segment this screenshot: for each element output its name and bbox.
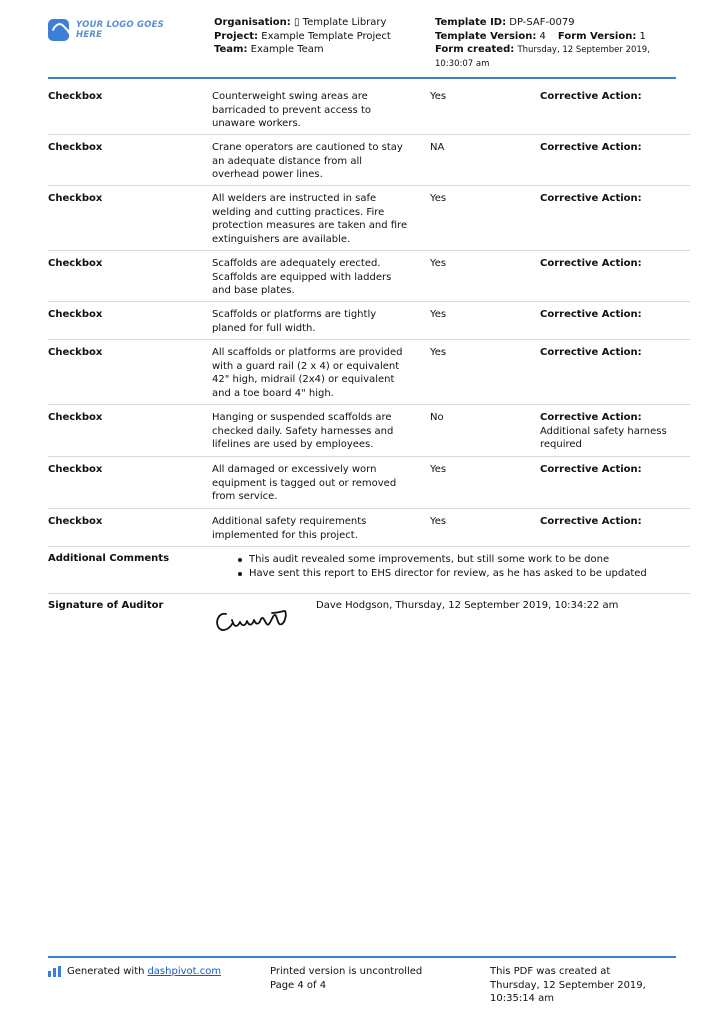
row-action-label: Corrective Action: bbox=[540, 91, 642, 102]
auditor-signature bbox=[48, 594, 690, 644]
logo-icon bbox=[48, 19, 69, 41]
organisation-value: ▯ Template Library bbox=[293, 17, 387, 28]
row-answer: No bbox=[430, 412, 444, 423]
header-project-info bbox=[214, 16, 424, 57]
row-answer: Yes bbox=[430, 347, 447, 358]
chart-bars-icon bbox=[48, 966, 61, 977]
table-row bbox=[48, 135, 690, 186]
row-label: Checkbox bbox=[48, 309, 103, 320]
row-label: Checkbox bbox=[48, 464, 103, 475]
table-row bbox=[48, 251, 690, 302]
signature-label: Signature of Auditor bbox=[48, 600, 164, 611]
template-id-value: DP-SAF-0079 bbox=[509, 17, 575, 28]
template-version-value: 4 bbox=[539, 30, 546, 42]
row-label: Checkbox bbox=[48, 347, 103, 358]
team-label: Team: bbox=[214, 44, 248, 55]
row-item: All scaffolds or platforms are provided with a guard rail (2 x 4) or equivalent 42" high, midrail (2x4) or equivalent and a toe board 4" high. bbox=[212, 347, 403, 400]
footer-generated-prefix: Generated with bbox=[67, 966, 145, 977]
row-label: Checkbox bbox=[48, 193, 103, 204]
row-answer: Yes bbox=[430, 258, 447, 269]
row-answer: Yes bbox=[430, 516, 447, 527]
table-row bbox=[48, 302, 690, 340]
table-row bbox=[48, 340, 690, 405]
footer-pdf-line2: Thursday, 12 September 2019, bbox=[490, 979, 646, 991]
table-row bbox=[48, 186, 690, 251]
row-item: Crane operators are cautioned to stay an adequate distance from all overhead power lines. bbox=[212, 142, 403, 181]
footer-pdf-line3: 10:35:14 am bbox=[490, 993, 554, 1004]
form-created-value: Thursday, 12 September 2019, bbox=[517, 45, 650, 55]
row-action-label: Corrective Action: bbox=[540, 347, 642, 358]
project-label: Project: bbox=[214, 30, 259, 42]
form-version-label: Form Version: bbox=[557, 30, 637, 42]
row-action-label: Corrective Action: bbox=[540, 516, 642, 527]
checklist-table bbox=[48, 80, 690, 644]
row-label: Checkbox bbox=[48, 91, 103, 102]
row-action-label: Corrective Action: bbox=[540, 142, 642, 153]
footer-generated bbox=[48, 965, 221, 979]
row-label: Checkbox bbox=[48, 412, 103, 423]
footer-divider bbox=[48, 956, 676, 958]
footer-print-info bbox=[270, 965, 422, 992]
table-row bbox=[48, 405, 690, 457]
table-row bbox=[48, 80, 690, 135]
footer-page-number: Page 4 of 4 bbox=[270, 979, 327, 991]
row-item: All damaged or excessively worn equipment is tagged out or removed from service. bbox=[212, 464, 397, 503]
header-template-info bbox=[435, 16, 680, 71]
organisation-label: Organisation: bbox=[214, 17, 291, 28]
row-item: Counterweight swing areas are barricaded to prevent access to unaware workers. bbox=[212, 91, 371, 130]
row-item: Scaffolds or platforms are tightly planed for full width. bbox=[212, 309, 377, 334]
table-row bbox=[48, 509, 690, 547]
signature-text: Dave Hodgson, Thursday, 12 September 2019, 10:34:22 am bbox=[316, 600, 619, 611]
page-header bbox=[48, 16, 676, 76]
additional-comments bbox=[48, 547, 690, 594]
footer-pdf-line1: This PDF was created at bbox=[490, 966, 611, 977]
row-label: Checkbox bbox=[48, 142, 103, 153]
row-item: Hanging or suspended scaffolds are checked daily. Safety harnesses and lifelines are used by employees. bbox=[212, 412, 394, 451]
row-answer: Yes bbox=[430, 91, 447, 102]
template-id-label: Template ID: bbox=[435, 17, 507, 28]
list-item: This audit revealed some improvements, but still some work to be done bbox=[236, 553, 647, 567]
project-value: Example Template Project bbox=[261, 30, 391, 42]
table-row bbox=[48, 457, 690, 509]
row-answer: NA bbox=[430, 142, 445, 153]
dashpivot-link[interactable]: dashpivot.com bbox=[147, 966, 222, 977]
row-item: Additional safety requirements implemented for this project. bbox=[212, 516, 367, 541]
row-action-value: Additional safety harness required bbox=[540, 425, 667, 451]
signature-image bbox=[212, 602, 292, 636]
form-created-label: Form created: bbox=[435, 44, 515, 55]
form-version-value: 1 bbox=[639, 30, 646, 42]
team-value: Example Team bbox=[250, 44, 324, 55]
row-action-label: Corrective Action: bbox=[540, 464, 642, 475]
footer-printed-line: Printed version is uncontrolled bbox=[270, 966, 423, 977]
company-logo bbox=[48, 18, 188, 42]
row-item: All welders are instructed in safe welding and cutting practices. Fire protection measures are taken and fire extinguishers are available. bbox=[212, 193, 408, 246]
row-label: Checkbox bbox=[48, 258, 103, 269]
form-created-time: 10:30:07 am bbox=[435, 58, 490, 69]
row-action-label: Corrective Action: bbox=[540, 193, 642, 204]
row-action-label: Corrective Action: bbox=[540, 309, 642, 320]
list-item: Have sent this report to EHS director for review, as he has asked to be updated bbox=[236, 567, 647, 581]
row-label: Checkbox bbox=[48, 516, 103, 527]
template-version-label: Template Version: bbox=[435, 30, 537, 42]
logo-text: YOUR LOGO GOES HERE bbox=[76, 20, 164, 40]
row-action-label: Corrective Action: bbox=[540, 258, 642, 269]
row-answer: Yes bbox=[430, 309, 447, 320]
footer-pdf-info bbox=[490, 965, 680, 1006]
header-divider bbox=[48, 77, 676, 79]
row-item: Scaffolds are adequately erected. Scaffolds are equipped with ladders and base plates. bbox=[212, 258, 392, 297]
row-answer: Yes bbox=[430, 464, 447, 475]
comments-list bbox=[236, 553, 647, 580]
comments-label: Additional Comments bbox=[48, 553, 170, 564]
row-answer: Yes bbox=[430, 193, 447, 204]
row-action-label: Corrective Action: bbox=[540, 412, 642, 423]
